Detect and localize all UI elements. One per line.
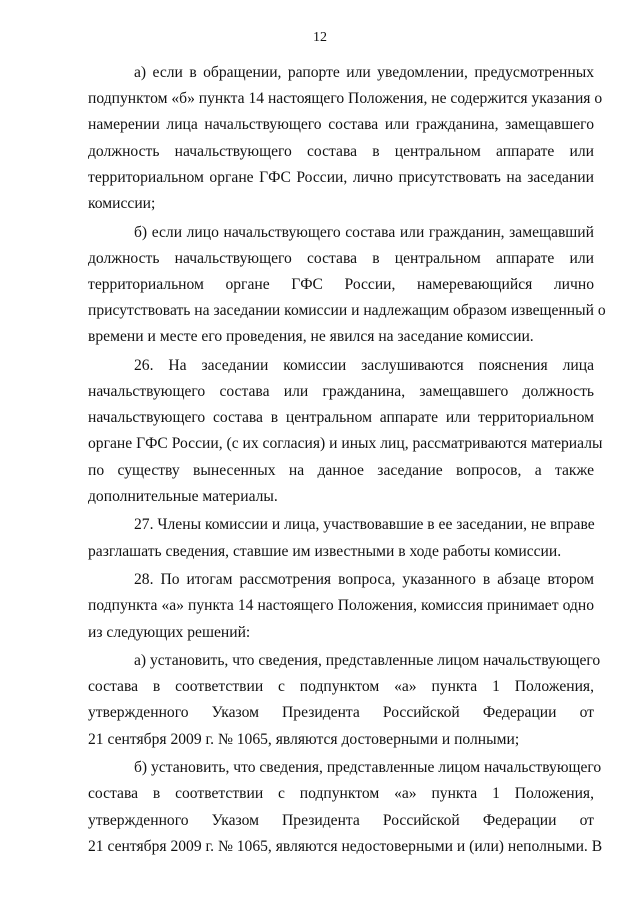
text-line: присутствовать на заседании комиссии и надлежащим образом извещенный о xyxy=(88,302,606,320)
text-line: 21 сентября 2009 г. № 1065, являются недостоверными и (или) неполными. В xyxy=(88,837,603,855)
paragraph xyxy=(88,353,603,510)
text-line: 28. По итогам рассмотрения вопроса, указанного в абзаце втором xyxy=(134,571,594,589)
text-line: органе ГФС России, (с их согласия) и иных лиц, рассматриваются материалы xyxy=(88,435,603,453)
text-line: подпункта «а» пункта 14 настоящего Положения, комиссия принимает одно xyxy=(88,597,594,615)
text-line: комиссии; xyxy=(88,194,156,212)
page-number: 12 xyxy=(313,30,327,45)
text-line: разглашать сведения, ставшие им известными в ходе работы комиссии. xyxy=(88,542,562,560)
text-line: утвержденного Указом Президента Российской Федерации от xyxy=(88,811,594,829)
paragraph xyxy=(88,60,603,217)
text-line: территориальном органе ГФС России, намеревающийся лично xyxy=(88,275,594,293)
text-line: дополнительные материалы. xyxy=(88,487,278,505)
text-line: начальствующего состава или гражданина, замещавшего должность xyxy=(88,383,594,401)
paragraph xyxy=(88,567,594,646)
text-line: состава в соответствии с подпунктом «а» пункта 1 Положения, xyxy=(88,678,594,696)
text-line: по существу вынесенных на данное заседание вопросов, а также xyxy=(88,461,594,479)
text-line: территориальном органе ГФС России, лично присутствовать на заседании xyxy=(88,168,594,186)
text-line: а) установить, что сведения, представленные лицом начальствующего xyxy=(134,652,601,670)
document-body xyxy=(88,60,606,860)
paragraph xyxy=(88,755,603,860)
text-line: из следующих решений: xyxy=(88,623,251,641)
text-line: а) если в обращении, рапорте или уведомлении, предусмотренных xyxy=(134,64,594,81)
paragraph xyxy=(88,648,601,753)
text-line: должность начальствующего состава в центральном аппарате или xyxy=(88,249,594,267)
text-line: должность начальствующего состава в центральном аппарате или xyxy=(88,142,594,160)
paragraph xyxy=(88,220,606,351)
text-line: подпунктом «б» пункта 14 настоящего Положения, не содержится указания о xyxy=(88,90,603,108)
text-line: намерении лица начальствующего состава или гражданина, замещавшего xyxy=(88,116,594,134)
text-line: 26. На заседании комиссии заслушиваются пояснения лица xyxy=(134,356,594,374)
text-line: начальствующего состава в центральном аппарате или территориальном xyxy=(88,409,594,427)
text-line: 21 сентября 2009 г. № 1065, являются достоверными и полными; xyxy=(88,730,520,748)
text-line: б) установить, что сведения, представленные лицом начальствующего xyxy=(134,759,602,777)
text-line: состава в соответствии с подпунктом «а» пункта 1 Положения, xyxy=(88,785,594,803)
text-line: 27. Члены комиссии и лица, участвовавшие в ее заседании, не вправе xyxy=(134,516,595,534)
text-line: времени и месте его проведения, не явился на заседание комиссии. xyxy=(88,328,534,346)
text-line: утвержденного Указом Президента Российской Федерации от xyxy=(88,704,594,722)
paragraph xyxy=(88,512,594,564)
text-line: б) если лицо начальствующего состава или гражданин, замещавший xyxy=(134,223,594,241)
